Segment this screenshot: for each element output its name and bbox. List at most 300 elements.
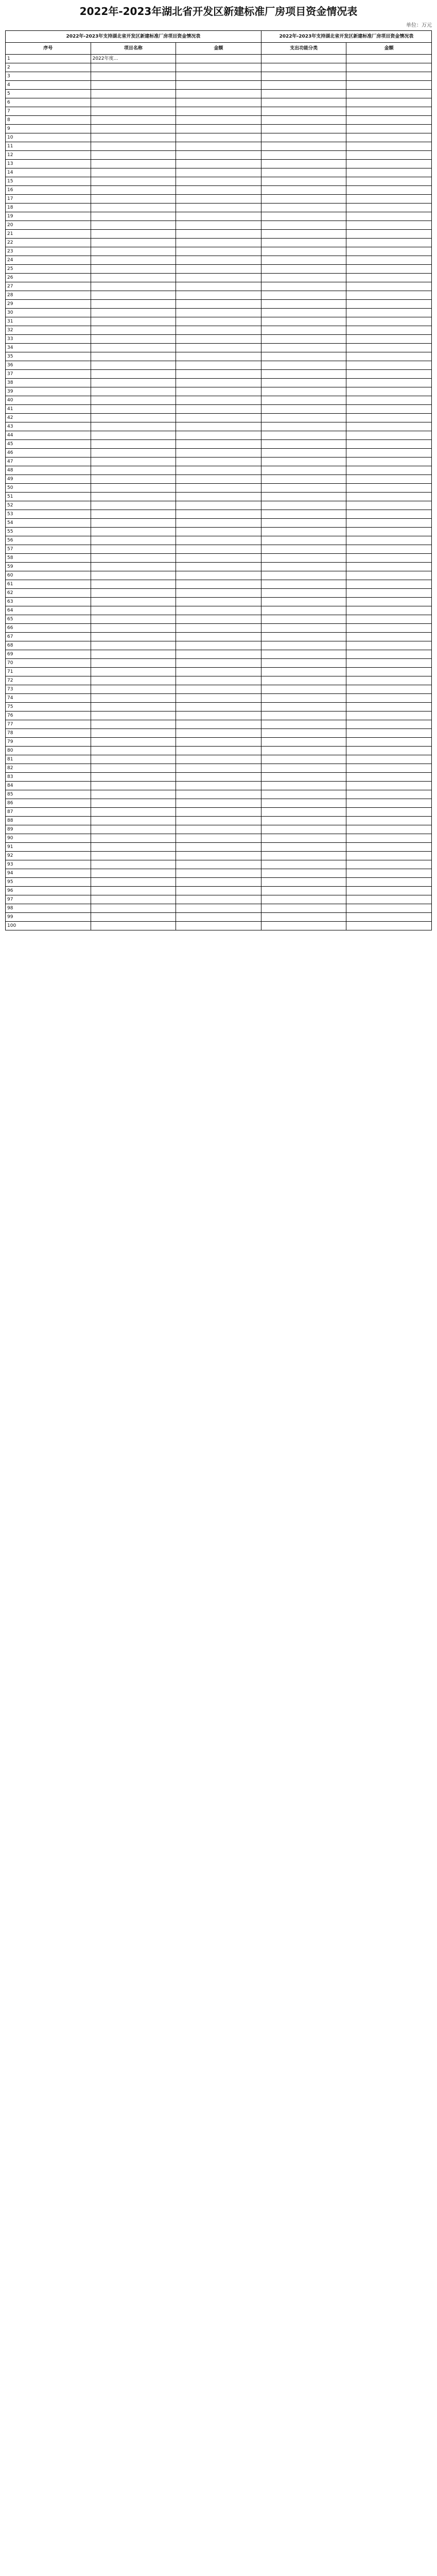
cell-desc [91, 72, 176, 81]
table-row [6, 151, 432, 160]
cell-source [261, 615, 346, 624]
cell-amount2 [346, 913, 432, 922]
cell-desc [91, 834, 176, 843]
cell-desc [91, 449, 176, 457]
cell-amount2 [346, 519, 432, 528]
cell-id: 57 [6, 545, 91, 554]
cell-id: 6 [6, 98, 91, 107]
table-row [6, 641, 432, 650]
cell-amount2 [346, 274, 432, 282]
table-row [6, 107, 432, 116]
table-row [6, 580, 432, 589]
table-row [6, 843, 432, 852]
cell-amount [176, 63, 261, 72]
cell-amount2 [346, 528, 432, 536]
cell-id: 89 [6, 825, 91, 834]
cell-amount [176, 352, 261, 361]
cell-desc [91, 528, 176, 536]
cell-amount [176, 624, 261, 633]
cell-source [261, 125, 346, 133]
cell-source [261, 852, 346, 860]
table-row [6, 501, 432, 510]
cell-source [261, 449, 346, 457]
table-row [6, 125, 432, 133]
cell-source [261, 405, 346, 414]
cell-desc [91, 895, 176, 904]
cell-amount [176, 676, 261, 685]
table-row [6, 274, 432, 282]
cell-source [261, 221, 346, 230]
cell-id: 76 [6, 711, 91, 720]
cell-amount [176, 913, 261, 922]
cell-amount [176, 186, 261, 195]
cell-amount [176, 168, 261, 177]
cell-source [261, 799, 346, 808]
cell-amount [176, 825, 261, 834]
table-row [6, 256, 432, 265]
cell-id: 3 [6, 72, 91, 81]
cell-source [261, 300, 346, 309]
cell-source [261, 869, 346, 878]
cell-source [261, 834, 346, 843]
cell-source [261, 431, 346, 440]
cell-amount [176, 589, 261, 598]
cell-desc [91, 282, 176, 291]
cell-amount2 [346, 606, 432, 615]
cell-amount [176, 370, 261, 379]
cell-amount [176, 633, 261, 641]
table-row [6, 773, 432, 782]
page-title: 2022年-2023年湖北省开发区新建标准厂房项目资金情况表 [79, 5, 358, 18]
table-row [6, 852, 432, 860]
cell-desc [91, 107, 176, 116]
report-table-head [6, 31, 432, 55]
cell-amount [176, 125, 261, 133]
cell-amount2 [346, 90, 432, 98]
table-row [6, 904, 432, 913]
table-row [6, 300, 432, 309]
cell-source [261, 790, 346, 799]
cell-desc [91, 571, 176, 580]
table-row [6, 309, 432, 317]
cell-id: 25 [6, 265, 91, 274]
cell-source [261, 563, 346, 571]
cell-source [261, 274, 346, 282]
cell-amount [176, 72, 261, 81]
table-row [6, 633, 432, 641]
cell-source [261, 256, 346, 265]
cell-id: 44 [6, 431, 91, 440]
table-row [6, 457, 432, 466]
table-row [6, 764, 432, 773]
cell-source [261, 361, 346, 370]
cell-id: 77 [6, 720, 91, 729]
cell-id: 50 [6, 484, 91, 493]
cell-source [261, 659, 346, 668]
cell-source [261, 571, 346, 580]
cell-desc [91, 860, 176, 869]
cell-id: 62 [6, 589, 91, 598]
cell-source [261, 860, 346, 869]
cell-desc [91, 519, 176, 528]
cell-id: 32 [6, 326, 91, 335]
cell-amount [176, 869, 261, 878]
cell-amount [176, 116, 261, 125]
cell-source [261, 326, 346, 335]
cell-id: 24 [6, 256, 91, 265]
cell-desc [91, 274, 176, 282]
table-row [6, 414, 432, 422]
cell-amount [176, 790, 261, 799]
cell-source [261, 116, 346, 125]
cell-amount2 [346, 107, 432, 116]
cell-amount2 [346, 81, 432, 90]
cell-id: 68 [6, 641, 91, 650]
cell-source [261, 63, 346, 72]
cell-id: 55 [6, 528, 91, 536]
table-row [6, 475, 432, 484]
cell-id: 80 [6, 747, 91, 755]
cell-id: 67 [6, 633, 91, 641]
cell-amount2 [346, 317, 432, 326]
cell-desc [91, 440, 176, 449]
cell-amount [176, 703, 261, 711]
cell-id: 96 [6, 887, 91, 895]
cell-desc [91, 922, 176, 930]
cell-id: 94 [6, 869, 91, 878]
table-row [6, 230, 432, 239]
cell-source [261, 598, 346, 606]
cell-desc [91, 204, 176, 212]
report-table-body [6, 55, 432, 930]
cell-id: 81 [6, 755, 91, 764]
cell-amount2 [346, 63, 432, 72]
cell-amount2 [346, 895, 432, 904]
cell-amount [176, 641, 261, 650]
cell-desc [91, 98, 176, 107]
cell-source [261, 606, 346, 615]
cell-amount [176, 457, 261, 466]
cell-amount [176, 852, 261, 860]
cell-amount [176, 90, 261, 98]
cell-source [261, 98, 346, 107]
cell-amount [176, 536, 261, 545]
table-row [6, 265, 432, 274]
cell-amount2 [346, 825, 432, 834]
cell-source [261, 177, 346, 186]
cell-amount2 [346, 799, 432, 808]
cell-id: 18 [6, 204, 91, 212]
cell-id: 99 [6, 913, 91, 922]
cell-amount2 [346, 221, 432, 230]
cell-id: 27 [6, 282, 91, 291]
cell-id: 16 [6, 186, 91, 195]
cell-amount [176, 204, 261, 212]
cell-amount [176, 239, 261, 247]
cell-amount2 [346, 282, 432, 291]
cell-desc [91, 694, 176, 703]
table-row [6, 720, 432, 729]
cell-source [261, 641, 346, 650]
cell-amount2 [346, 396, 432, 405]
cell-source [261, 817, 346, 825]
cell-source [261, 247, 346, 256]
table-row [6, 116, 432, 125]
cell-desc [91, 685, 176, 694]
cell-amount [176, 615, 261, 624]
table-row [6, 195, 432, 204]
cell-desc [91, 317, 176, 326]
cell-amount [176, 98, 261, 107]
cell-id: 86 [6, 799, 91, 808]
cell-desc [91, 624, 176, 633]
cell-id: 58 [6, 554, 91, 563]
col-header-id: 序号 [6, 43, 91, 55]
cell-desc [91, 142, 176, 151]
cell-id: 59 [6, 563, 91, 571]
cell-source [261, 475, 346, 484]
table-row [6, 81, 432, 90]
cell-id: 64 [6, 606, 91, 615]
cell-id: 51 [6, 493, 91, 501]
cell-id: 22 [6, 239, 91, 247]
cell-source [261, 133, 346, 142]
cell-desc [91, 457, 176, 466]
cell-source [261, 239, 346, 247]
cell-amount2 [346, 615, 432, 624]
cell-amount [176, 414, 261, 422]
cell-amount [176, 256, 261, 265]
cell-desc [91, 493, 176, 501]
cell-id: 49 [6, 475, 91, 484]
cell-amount2 [346, 352, 432, 361]
table-row [6, 282, 432, 291]
cell-id: 45 [6, 440, 91, 449]
cell-source [261, 107, 346, 116]
cell-source [261, 545, 346, 554]
cell-amount2 [346, 808, 432, 817]
cell-desc [91, 133, 176, 142]
cell-amount [176, 528, 261, 536]
cell-source [261, 895, 346, 904]
cell-source [261, 55, 346, 63]
table-row [6, 922, 432, 930]
cell-amount [176, 563, 261, 571]
table-row [6, 519, 432, 528]
cell-amount [176, 466, 261, 475]
cell-amount [176, 291, 261, 300]
cell-id: 13 [6, 160, 91, 168]
cell-amount2 [346, 694, 432, 703]
cell-source [261, 151, 346, 160]
cell-id: 37 [6, 370, 91, 379]
cell-source [261, 186, 346, 195]
cell-id: 34 [6, 344, 91, 352]
cell-id: 47 [6, 457, 91, 466]
cell-id: 15 [6, 177, 91, 186]
cell-id: 92 [6, 852, 91, 860]
cell-amount2 [346, 633, 432, 641]
cell-desc [91, 650, 176, 659]
cell-id: 2 [6, 63, 91, 72]
cell-amount2 [346, 72, 432, 81]
cell-amount2 [346, 755, 432, 764]
cell-source [261, 711, 346, 720]
table-row [6, 466, 432, 475]
col-header-amount: 金额 [176, 43, 261, 55]
cell-desc [91, 90, 176, 98]
cell-id: 52 [6, 501, 91, 510]
cell-amount [176, 606, 261, 615]
cell-amount2 [346, 843, 432, 852]
cell-amount2 [346, 650, 432, 659]
cell-desc [91, 887, 176, 895]
cell-id: 8 [6, 116, 91, 125]
table-row [6, 703, 432, 711]
cell-desc [91, 81, 176, 90]
cell-source [261, 212, 346, 221]
cell-desc [91, 160, 176, 168]
cell-desc [91, 239, 176, 247]
table-row [6, 212, 432, 221]
cell-desc [91, 387, 176, 396]
cell-amount [176, 904, 261, 913]
table-row [6, 887, 432, 895]
cell-id: 4 [6, 81, 91, 90]
cell-amount2 [346, 598, 432, 606]
cell-desc [91, 116, 176, 125]
cell-source [261, 344, 346, 352]
table-row [6, 668, 432, 676]
cell-amount [176, 361, 261, 370]
cell-id: 87 [6, 808, 91, 817]
cell-amount2 [346, 405, 432, 414]
cell-source [261, 694, 346, 703]
cell-amount2 [346, 860, 432, 869]
cell-amount2 [346, 98, 432, 107]
cell-desc [91, 598, 176, 606]
cell-amount [176, 659, 261, 668]
table-row [6, 895, 432, 904]
cell-amount2 [346, 116, 432, 125]
cell-amount2 [346, 186, 432, 195]
cell-id: 85 [6, 790, 91, 799]
cell-source [261, 282, 346, 291]
cell-source [261, 773, 346, 782]
cell-desc [91, 589, 176, 598]
cell-id: 82 [6, 764, 91, 773]
cell-amount2 [346, 431, 432, 440]
cell-amount2 [346, 790, 432, 799]
cell-source [261, 825, 346, 834]
cell-id: 98 [6, 904, 91, 913]
cell-id: 43 [6, 422, 91, 431]
cell-desc: 2022年度… [91, 55, 176, 63]
cell-amount [176, 300, 261, 309]
cell-id: 100 [6, 922, 91, 930]
cell-id: 61 [6, 580, 91, 589]
cell-amount2 [346, 247, 432, 256]
cell-amount2 [346, 484, 432, 493]
table-row [6, 405, 432, 414]
cell-amount2 [346, 869, 432, 878]
table-row [6, 431, 432, 440]
cell-source [261, 379, 346, 387]
cell-source [261, 887, 346, 895]
cell-amount [176, 510, 261, 519]
table-row [6, 782, 432, 790]
cell-id: 79 [6, 738, 91, 747]
table-row [6, 571, 432, 580]
cell-id: 30 [6, 309, 91, 317]
cell-id: 63 [6, 598, 91, 606]
cell-id: 60 [6, 571, 91, 580]
cell-amount2 [346, 414, 432, 422]
table-row [6, 440, 432, 449]
cell-amount [176, 81, 261, 90]
col-header-source: 支出功能分类 [261, 43, 346, 55]
table-row [6, 449, 432, 457]
cell-id: 39 [6, 387, 91, 396]
cell-desc [91, 335, 176, 344]
cell-source [261, 536, 346, 545]
cell-amount2 [346, 133, 432, 142]
cell-source [261, 720, 346, 729]
cell-amount [176, 554, 261, 563]
cell-amount2 [346, 764, 432, 773]
cell-amount [176, 151, 261, 160]
cell-source [261, 195, 346, 204]
cell-desc [91, 755, 176, 764]
cell-amount2 [346, 554, 432, 563]
cell-amount2 [346, 326, 432, 335]
cell-amount [176, 247, 261, 256]
cell-source [261, 755, 346, 764]
cell-amount2 [346, 256, 432, 265]
cell-source [261, 580, 346, 589]
cell-desc [91, 563, 176, 571]
cell-amount2 [346, 580, 432, 589]
cell-amount [176, 282, 261, 291]
cell-source [261, 387, 346, 396]
table-row [6, 711, 432, 720]
cell-amount [176, 344, 261, 352]
unit-note: 单位：万元 [406, 23, 432, 28]
cell-amount [176, 580, 261, 589]
cell-desc [91, 195, 176, 204]
cell-amount [176, 694, 261, 703]
cell-amount2 [346, 125, 432, 133]
cell-amount [176, 440, 261, 449]
cell-desc [91, 799, 176, 808]
cell-amount [176, 878, 261, 887]
cell-source [261, 142, 346, 151]
table-row [6, 484, 432, 493]
cell-desc [91, 606, 176, 615]
cell-amount2 [346, 335, 432, 344]
cell-desc [91, 676, 176, 685]
cell-amount [176, 817, 261, 825]
cell-amount2 [346, 177, 432, 186]
cell-source [261, 843, 346, 852]
cell-id: 7 [6, 107, 91, 116]
cell-amount2 [346, 852, 432, 860]
cell-desc [91, 422, 176, 431]
cell-source [261, 230, 346, 239]
table-row [6, 55, 432, 63]
cell-desc [91, 510, 176, 519]
cell-amount2 [346, 878, 432, 887]
